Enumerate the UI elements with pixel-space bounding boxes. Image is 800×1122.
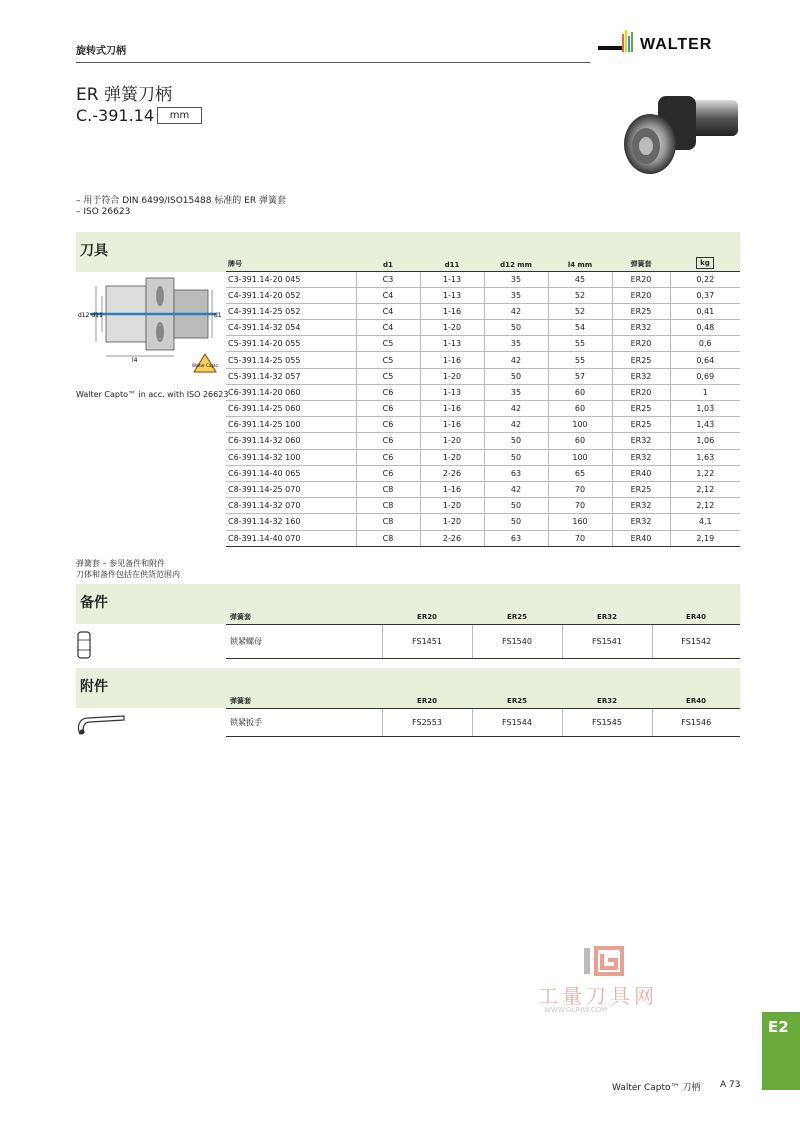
table-cell: C6 (356, 449, 420, 465)
table-cell: C6 (356, 465, 420, 481)
spare-col-er25: ER25 (472, 610, 562, 624)
table-cell: C6-391.14-25 060 (226, 401, 356, 417)
table-cell: C8-391.14-32 160 (226, 514, 356, 530)
svg-text:l4: l4 (132, 357, 138, 364)
accessories-table (226, 694, 740, 737)
capto-note: Walter Capto™ in acc. with ISO 26623 (76, 390, 229, 399)
table-cell: 0,37 (670, 287, 740, 303)
table-cell: 1,63 (670, 449, 740, 465)
table-cell: 2,12 (670, 481, 740, 497)
table-cell: C8-391.14-25 070 (226, 481, 356, 497)
section-tab: E2 (762, 1012, 800, 1090)
watermark-url: WWW.GLRJW.COM (544, 1006, 608, 1014)
footer-text: Walter Capto™ 刀柄 (612, 1083, 701, 1093)
table-cell: 42 (484, 481, 548, 497)
col-d12: d12 mm (484, 240, 548, 271)
table-cell: 42 (484, 417, 548, 433)
spare-item-code: FS1542 (652, 624, 740, 658)
wrench-icon (74, 712, 128, 738)
table-cell: ER32 (612, 368, 670, 384)
table-cell: 52 (548, 303, 612, 319)
table-row (226, 303, 740, 319)
lock-nut-icon (76, 630, 92, 660)
table-cell: 1-16 (420, 401, 484, 417)
table-cell: 2-26 (420, 465, 484, 481)
table-cell: C4 (356, 303, 420, 319)
acc-item-code: FS1545 (562, 708, 652, 736)
table-cell: 50 (484, 320, 548, 336)
table-cell: ER32 (612, 514, 670, 530)
table-cell: 50 (484, 498, 548, 514)
table-row (226, 624, 740, 658)
header-rule (76, 62, 590, 63)
table-cell: 35 (484, 384, 548, 400)
table-cell: 0,69 (670, 368, 740, 384)
table-cell: 0,48 (670, 320, 740, 336)
table-cell: 63 (484, 465, 548, 481)
table-row (226, 271, 740, 287)
table-cell: 60 (548, 384, 612, 400)
table-cell: 52 (548, 287, 612, 303)
weight-icon: kg (696, 257, 714, 269)
table-cell: 54 (548, 320, 612, 336)
table-cell: 1-20 (420, 514, 484, 530)
table-cell: 0,64 (670, 352, 740, 368)
table-cell: 2,12 (670, 498, 740, 514)
acc-col-collet: 弹簧套 (226, 694, 382, 708)
table-cell: 42 (484, 303, 548, 319)
table-row (226, 287, 740, 303)
table-row (226, 708, 740, 736)
table-cell: ER32 (612, 320, 670, 336)
table-cell: 50 (484, 514, 548, 530)
svg-text:d1: d1 (214, 312, 222, 319)
table-cell: 55 (548, 336, 612, 352)
spare-item-code: FS1451 (382, 624, 472, 658)
table-cell: 1,43 (670, 417, 740, 433)
table-cell: 0,6 (670, 336, 740, 352)
table-row (226, 465, 740, 481)
table-cell: C6-391.14-32 100 (226, 449, 356, 465)
table-row (226, 433, 740, 449)
table-cell: ER20 (612, 336, 670, 352)
spare-item-code: FS1541 (562, 624, 652, 658)
table-cell: 70 (548, 498, 612, 514)
table-cell: 1-16 (420, 481, 484, 497)
table-cell: ER20 (612, 287, 670, 303)
table-cell: ER25 (612, 401, 670, 417)
table-cell: ER40 (612, 530, 670, 546)
table-cell: C8-391.14-40 070 (226, 530, 356, 546)
note-line: 刀体和备件包括在供货范围内 (76, 570, 180, 579)
spare-parts-section-title: 备件 (80, 595, 108, 611)
table-cell: 160 (548, 514, 612, 530)
col-collet: 弹簧套 (612, 240, 670, 271)
unit-badge: mm (157, 107, 202, 124)
table-cell: C3 (356, 271, 420, 287)
table-row (226, 384, 740, 400)
acc-item-code: FS1546 (652, 708, 740, 736)
table-cell: 1 (670, 384, 740, 400)
table-cell: C6-391.14-20 060 (226, 384, 356, 400)
table-cell: 1,06 (670, 433, 740, 449)
table-cell: 0,41 (670, 303, 740, 319)
table-cell: 1-13 (420, 336, 484, 352)
table-cell: 1-16 (420, 417, 484, 433)
feature-list (76, 196, 286, 218)
table-cell: C5 (356, 368, 420, 384)
table-cell: 1-20 (420, 368, 484, 384)
table-cell: C6 (356, 433, 420, 449)
table-cell: ER32 (612, 498, 670, 514)
table-cell: 60 (548, 401, 612, 417)
page-title: ER 弹簧刀柄 (76, 85, 172, 105)
table-cell: 50 (484, 433, 548, 449)
tool-holder-drawing (76, 274, 226, 364)
table-row (226, 417, 740, 433)
table-cell: C5-391.14-32 057 (226, 368, 356, 384)
notes (76, 558, 180, 580)
table-cell: C5-391.14-25 055 (226, 352, 356, 368)
table-row (226, 530, 740, 546)
table-cell: C8 (356, 530, 420, 546)
table-cell: 70 (548, 530, 612, 546)
table-cell: 1-20 (420, 449, 484, 465)
table-row (226, 481, 740, 497)
spare-col-er20: ER20 (382, 610, 472, 624)
table-cell: 60 (548, 433, 612, 449)
table-cell: 1-13 (420, 287, 484, 303)
table-cell: 2-26 (420, 530, 484, 546)
table-cell: C6 (356, 417, 420, 433)
table-cell: 35 (484, 336, 548, 352)
table-cell: 1-20 (420, 320, 484, 336)
watermark-text: 工量刀具网 (538, 984, 658, 1008)
table-row (226, 352, 740, 368)
acc-col-er40: ER40 (652, 694, 740, 708)
acc-item-name: 锁紧扳手 (226, 708, 382, 736)
note-line: 弹簧套 – 参见备件和附件 (76, 559, 166, 568)
spare-col-er40: ER40 (652, 610, 740, 624)
acc-col-er25: ER25 (472, 694, 562, 708)
table-cell: 70 (548, 481, 612, 497)
tool-holder-image (618, 92, 748, 182)
table-row (226, 336, 740, 352)
tools-table (226, 240, 740, 547)
table-cell: 1-16 (420, 352, 484, 368)
table-cell: C8 (356, 481, 420, 497)
spare-item-code: FS1540 (472, 624, 562, 658)
table-cell: 2,19 (670, 530, 740, 546)
table-row (226, 449, 740, 465)
table-cell: 4,1 (670, 514, 740, 530)
table-cell: C4 (356, 320, 420, 336)
table-cell: ER32 (612, 449, 670, 465)
table-cell: C6-391.14-40 065 (226, 465, 356, 481)
col-d11: d11 (420, 240, 484, 271)
spare-item-name: 锁紧螺母 (226, 624, 382, 658)
table-cell: 0,22 (670, 271, 740, 287)
table-cell: C4-391.14-25 052 (226, 303, 356, 319)
table-cell: C3-391.14-20 045 (226, 271, 356, 287)
table-cell: C6 (356, 401, 420, 417)
table-row (226, 498, 740, 514)
table-cell: 55 (548, 352, 612, 368)
col-l4: l4 mm (548, 240, 612, 271)
table-cell: 1-20 (420, 498, 484, 514)
col-designation: 牌号 (226, 240, 356, 271)
table-cell: C8 (356, 498, 420, 514)
table-cell: 1,03 (670, 401, 740, 417)
acc-item-code: FS1544 (472, 708, 562, 736)
col-d1: d1 (356, 240, 420, 271)
table-row (226, 320, 740, 336)
table-cell: C5 (356, 336, 420, 352)
table-cell: ER40 (612, 465, 670, 481)
table-cell: 42 (484, 352, 548, 368)
table-cell: 1-20 (420, 433, 484, 449)
table-cell: C6 (356, 384, 420, 400)
table-cell: 35 (484, 287, 548, 303)
table-cell: ER32 (612, 433, 670, 449)
watermark-logo-icon (582, 944, 632, 978)
table-cell: C6-391.14-32 060 (226, 433, 356, 449)
table-cell: 45 (548, 271, 612, 287)
table-cell: C5-391.14-20 055 (226, 336, 356, 352)
table-cell: C8 (356, 514, 420, 530)
table-cell: 63 (484, 530, 548, 546)
table-row (226, 514, 740, 530)
table-cell: C4-391.14-20 052 (226, 287, 356, 303)
table-cell: 100 (548, 449, 612, 465)
feature-item: – ISO 26623 (76, 207, 131, 217)
table-cell: 100 (548, 417, 612, 433)
table-cell: 1-16 (420, 303, 484, 319)
table-cell: C6-391.14-25 100 (226, 417, 356, 433)
table-row (226, 401, 740, 417)
acc-col-er20: ER20 (382, 694, 472, 708)
accessories-section-title: 附件 (80, 679, 108, 695)
feature-item: – 用于符合 DIN 6499/ISO15488 标准的 ER 弹簧套 (76, 196, 286, 206)
brand-wordmark: WALTER (640, 36, 713, 53)
col-weight (670, 240, 740, 271)
table-cell: C8-391.14-32 070 (226, 498, 356, 514)
table-cell: ER25 (612, 303, 670, 319)
table-row (226, 368, 740, 384)
page-number: A 73 (720, 1080, 741, 1090)
acc-item-code: FS2553 (382, 708, 472, 736)
table-cell: 1-13 (420, 271, 484, 287)
spare-col-er32: ER32 (562, 610, 652, 624)
table-cell: ER20 (612, 271, 670, 287)
table-cell: 65 (548, 465, 612, 481)
table-cell: ER20 (612, 384, 670, 400)
table-cell: 57 (548, 368, 612, 384)
header-category: 旋转式刀柄 (76, 46, 126, 57)
product-code: C.-391.14 (76, 106, 155, 125)
table-cell: 50 (484, 449, 548, 465)
table-cell: C4-391.14-32 054 (226, 320, 356, 336)
table-cell: C5 (356, 352, 420, 368)
acc-col-er32: ER32 (562, 694, 652, 708)
table-cell: ER25 (612, 417, 670, 433)
table-cell: 1-13 (420, 384, 484, 400)
table-cell: ER25 (612, 352, 670, 368)
tools-section-title: 刀具 (80, 243, 108, 259)
walter-capto-icon (192, 352, 218, 378)
table-cell: ER25 (612, 481, 670, 497)
table-cell: 35 (484, 271, 548, 287)
table-cell: 1,22 (670, 465, 740, 481)
capto-icon-label: Walter Capto (192, 363, 218, 368)
svg-text:d12 d11: d12 d11 (78, 312, 103, 319)
table-cell: 42 (484, 401, 548, 417)
table-cell: 50 (484, 368, 548, 384)
spare-parts-table (226, 610, 740, 659)
spare-col-collet: 弹簧套 (226, 610, 382, 624)
table-cell: C4 (356, 287, 420, 303)
